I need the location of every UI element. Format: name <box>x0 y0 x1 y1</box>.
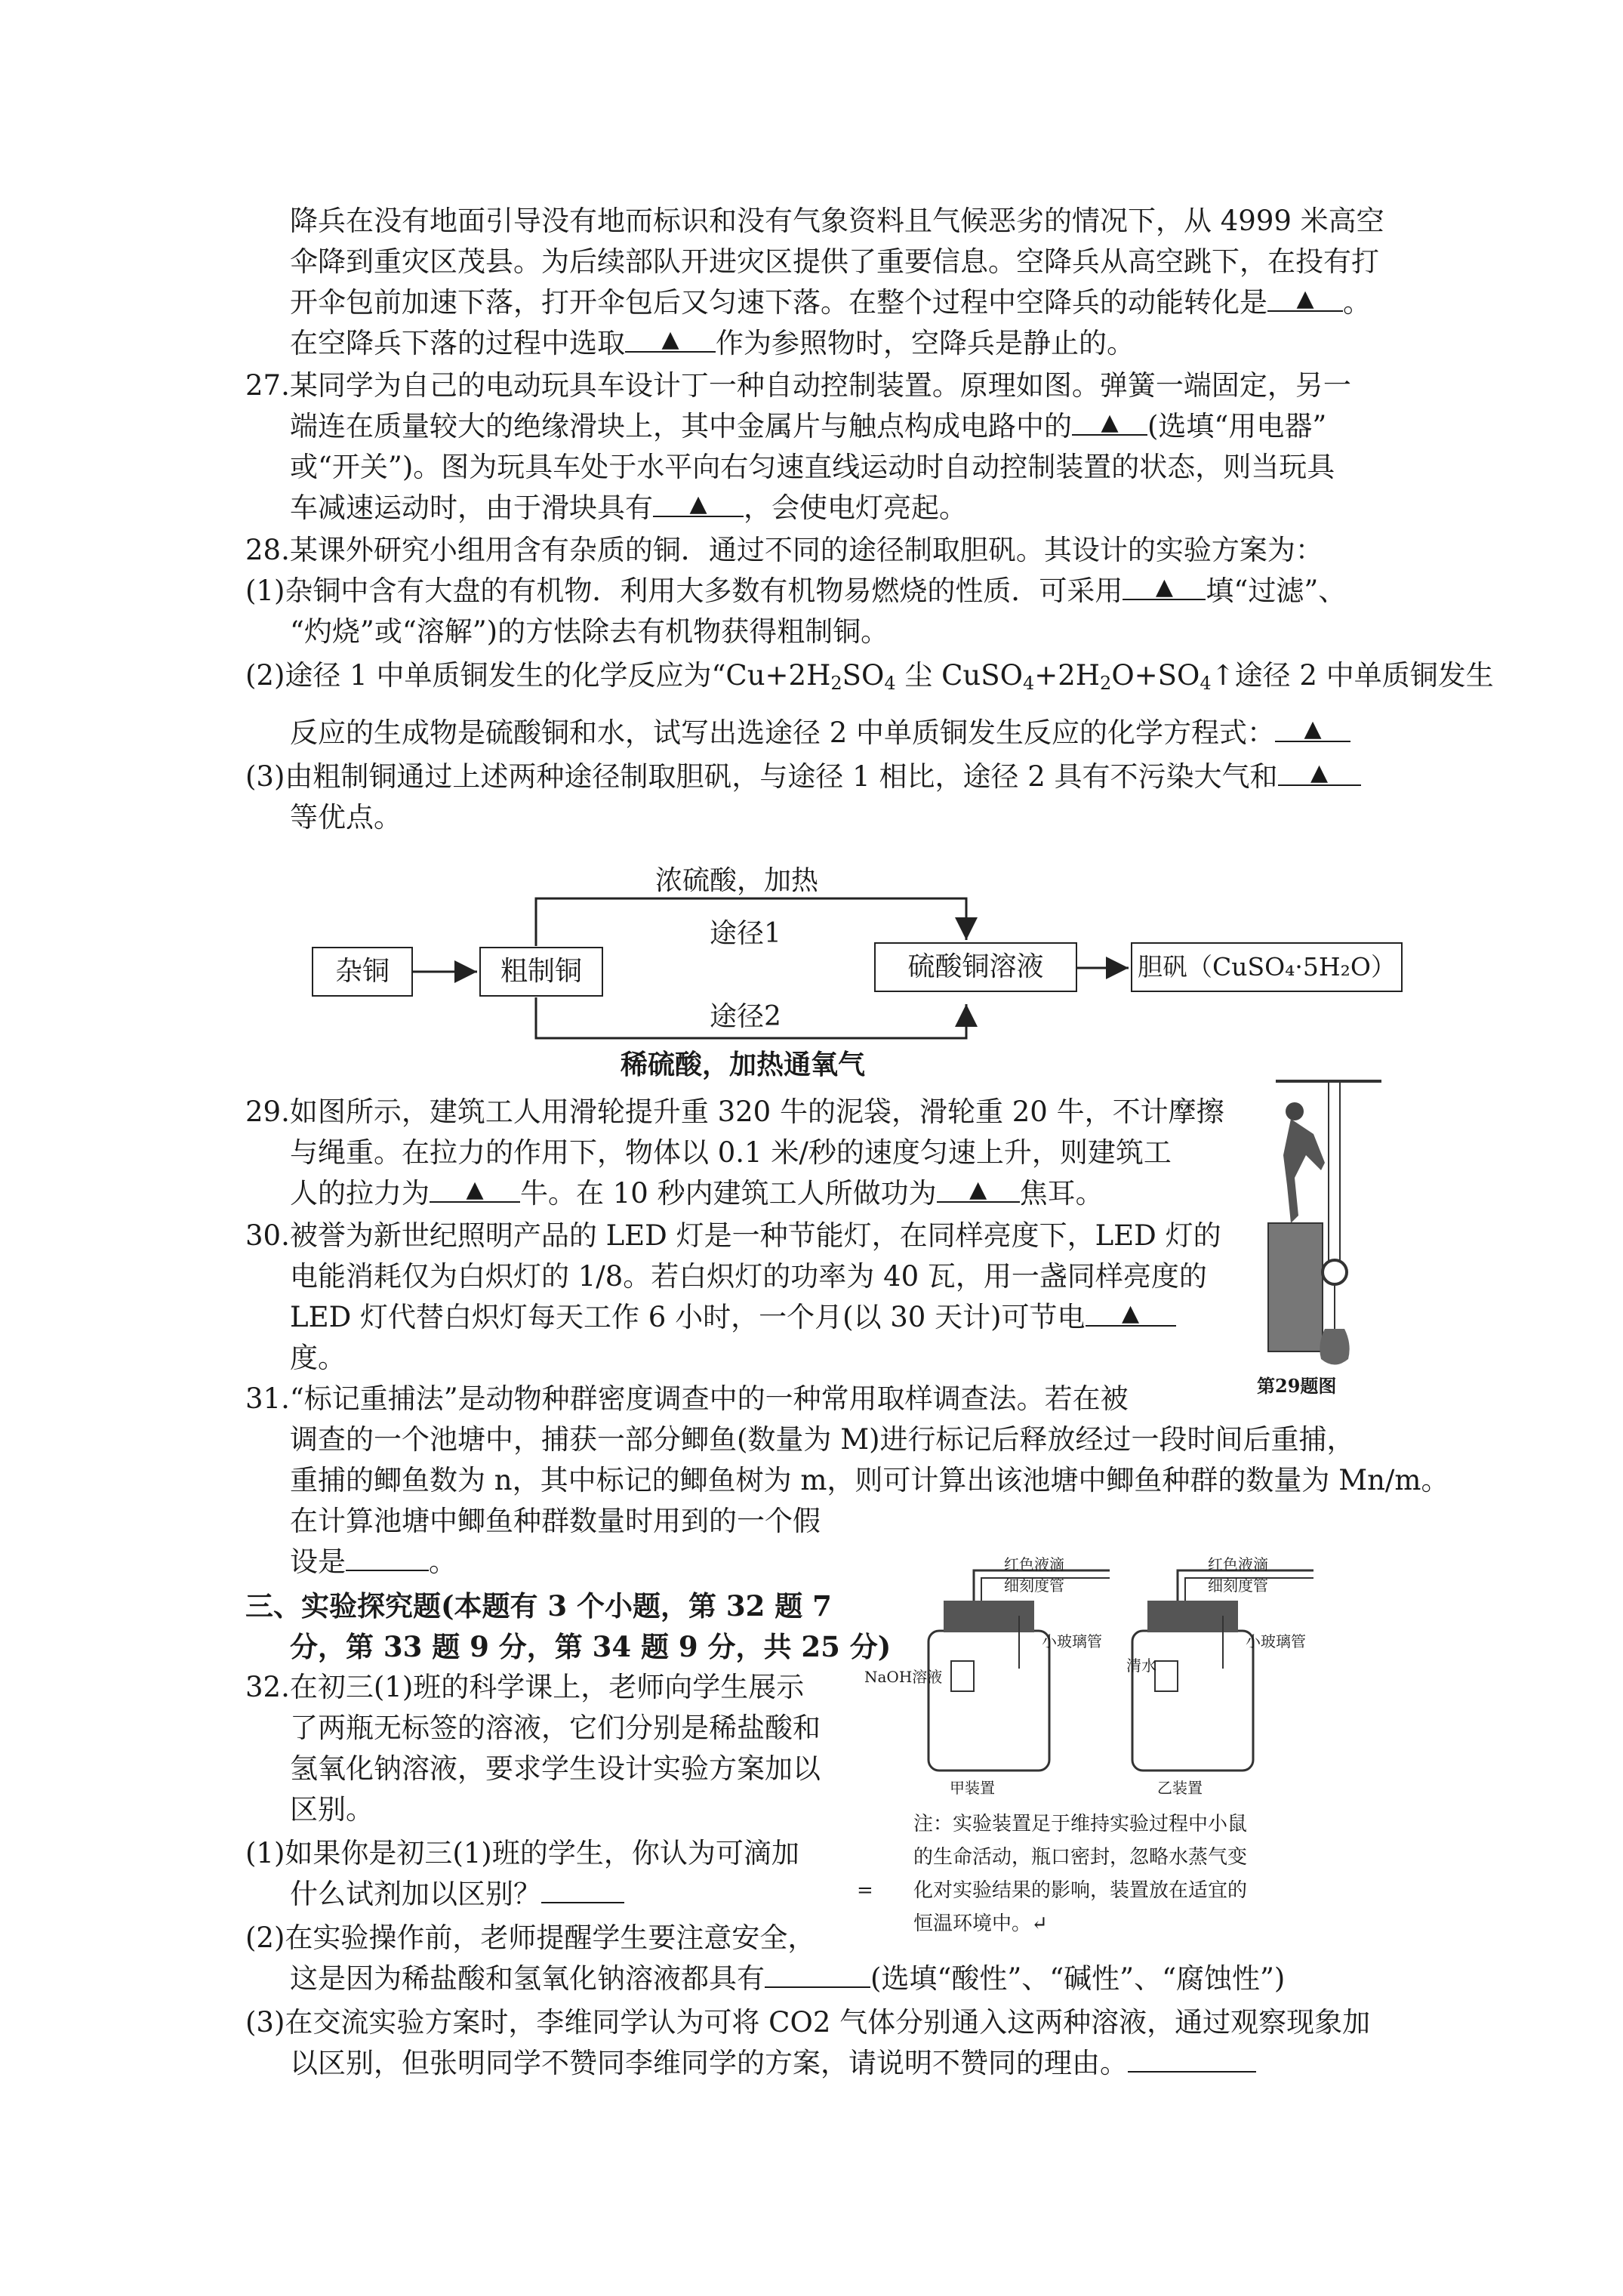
label-red-drop-jia: 红色液滴 <box>1004 1555 1064 1573</box>
flow-bottom-label: 稀硫酸，加热通氧气 <box>621 1049 866 1080</box>
label-apparatus-yi: 乙装置 <box>1157 1779 1203 1797</box>
q32-part-3-line-2: 以区别，但张明同学不赞同李维同学的方案，请说明不赞同的理由。 <box>290 2043 1256 2084</box>
answer-blank[interactable]: ▲ <box>1267 288 1343 312</box>
pulley-worker-figure <box>1253 1072 1389 1404</box>
answer-blank[interactable]: ▲ <box>1123 576 1206 600</box>
q26-line-2: 伞降到重灾区茂县。为后续部队开进灾区提供了重要信息。空降兵从高空跳下，在投有打 <box>290 245 1379 278</box>
answer-blank[interactable]: ▲ <box>1086 1302 1176 1327</box>
answer-blank[interactable] <box>765 1964 870 1988</box>
apparatus-note-line-3: 化对实验结果的影响，装置放在适宜的 <box>913 1879 1248 1902</box>
apparatus-note-line-2: 的生命活动，瓶口密封，忽略水蒸气变 <box>913 1846 1248 1869</box>
q31-line-4: 在计算池塘中鲫鱼种群数量时用到的一个假 <box>290 1505 821 1537</box>
q29-line-1: 29.如图所示，建筑工人用滑轮提升重 320 牛的泥袋，滑轮重 20 牛，不计摩擦 <box>245 1096 1224 1128</box>
q26-line-3: 开伞包前加速下落，打开伞包后又匀速下落。在整个过程中空降兵的动能转化是 ▲ 。 <box>290 285 1371 319</box>
q28-line-1: 28.某课外研究小组用含有杂质的铜．通过不同的途径制取胆矾。其设计的实验方案为： <box>245 534 1323 566</box>
q30-line-3: LED 灯代替白炽灯每天工作 6 小时，一个月(以 30 天计)可节电 ▲ <box>290 1297 1176 1338</box>
q26-line-4: 在空降兵下落的过程中选取 ▲ 作为参照物时，空降兵是静止的。 <box>290 326 1135 359</box>
answer-blank[interactable]: ▲ <box>937 1179 1020 1203</box>
q28-part-1-line-2: “灼烧”或“溶解”)的方怯除去有机物获得粗制铜。 <box>290 615 889 648</box>
flow-path1-label: 途径1 <box>710 918 781 949</box>
q31-line-3: 重捕的鲫鱼数为 n，其中标记的鲫鱼树为 m，则可计算出该池塘中鲫鱼种群的数量为 Mn/m。 <box>290 1464 1449 1496</box>
q27-line-1: 27.某同学为自己的电动玩具车设计丁一种自动控制装置。原理如图。弹簧一端固定，另一 <box>245 369 1351 402</box>
q31-line-1: 31.“标记重捕法”是动物种群密度调查中的一种常用取样调查法。若在被 <box>245 1382 1129 1415</box>
q31-line-2: 调查的一个池塘中，捕获一部分鲫鱼(数量为 M)进行标记后释放经过一段时间后重捕， <box>290 1423 1355 1456</box>
q32-part-1-line-1: (1)如果你是初三(1)班的学生，你认为可滴加 <box>245 1837 799 1869</box>
box-refined-copper: 粗制铜 <box>479 947 603 997</box>
q27-line-4: 车减速运动时，由于滑块具有 ▲ ，会使电灯亮起。 <box>290 491 967 524</box>
q27-line-3: 或“开关”)。图为玩具车处于水平向右匀速直线运动时自动控制装置的状态，则当玩具 <box>290 451 1335 483</box>
side-mark: = <box>857 1879 873 1902</box>
answer-blank[interactable]: ▲ <box>1072 411 1147 436</box>
label-naoh-solution: NaOH溶液 <box>864 1668 943 1686</box>
q30-line-2: 电能消耗仅为白炽灯的 1/8。若白炽灯的功率为 40 瓦，用一盏同样亮度的 <box>290 1260 1207 1293</box>
answer-blank[interactable] <box>541 1879 624 1903</box>
q32-part-3-line-1: (3)在交流实验方案时，李维同学认为可将 CO2 气体分别通入这两种溶液，通过观察现象加 <box>245 2006 1371 2039</box>
label-small-tube-yi: 小玻璃管 <box>1246 1632 1306 1650</box>
q28-part-2-line-1: (2)途径 1 中单质铜发生的化学反应为“$Cu+2H_2SO_4$ 尘 $CuSO_4+2H_2O+SO_4↑$途径 2 中单质铜发生 <box>245 659 1494 694</box>
box-copper-sulfate-solution: 硫酸铜溶液 <box>874 942 1077 992</box>
q32-line-1: 32.在初三(1)班的科学课上，老师向学生展示 <box>245 1671 805 1703</box>
q32-line-2: 了两瓶无标签的溶液，它们分别是稀盐酸和 <box>290 1712 821 1744</box>
section-3-heading-line-1: 三、实验探究题(本题有 3 个小题，第 32 题 7 <box>245 1589 832 1623</box>
label-scale-tube-yi: 细刻度管 <box>1208 1576 1268 1595</box>
q28-part-2-line-2: 反应的生成物是硫酸铜和水，试写出选途径 2 中单质铜发生反应的化学方程式： ▲ <box>290 713 1350 754</box>
answer-blank[interactable]: ▲ <box>1275 718 1350 742</box>
q28-part-3-line-2: 等优点。 <box>290 801 402 834</box>
flow-path2-label: 途径2 <box>710 1001 781 1032</box>
box-crude-copper: 杂铜 <box>312 947 413 997</box>
answer-blank[interactable]: ▲ <box>430 1179 520 1203</box>
q30-line-1: 30.被誉为新世纪照明产品的 LED 灯是一种节能灯，在同样亮度下，LED 灯的 <box>245 1219 1221 1252</box>
q31-line-5: 设是 。 <box>290 1546 457 1578</box>
label-clear-water: 清水 <box>1126 1657 1156 1675</box>
box-blue-vitriol: 胆矾（CuSO₄·5H₂O） <box>1131 942 1403 992</box>
q32-line-4: 区别。 <box>290 1793 374 1826</box>
answer-blank[interactable] <box>1128 2048 1256 2073</box>
q28-part-1-line-1: (1)杂铜中含有大盘的有机物．利用大多数有机物易燃烧的性质．可采用 ▲ 填“过滤”、 <box>245 574 1347 607</box>
q29-line-3: 人的拉力为 ▲ 牛。在 10 秒内建筑工人所做功为 ▲ 焦耳。 <box>290 1176 1104 1210</box>
q27-line-2: 端连在质量较大的绝缘滑块上，其中金属片与触点构成电路中的 ▲ (选填“用电器” <box>290 409 1327 442</box>
apparatus-note-line-4: 恒温环境中。↵ <box>913 1912 1048 1935</box>
label-small-tube-jia: 小玻璃管 <box>1042 1632 1102 1650</box>
q32-part-2-line-2: 这是因为稀盐酸和氢氧化钠溶液都具有 (选填“酸性”、“碱性”、“腐蚀性”) <box>290 1962 1286 1995</box>
section-3-heading-line-2: 分，第 33 题 9 分，第 34 题 9 分，共 25 分) <box>290 1630 892 1663</box>
q32-part-1-line-2: 什么试剂加以区别？ <box>290 1874 624 1915</box>
q32-part-2-line-1: (2)在实验操作前，老师提醒学生要注意安全， <box>245 1922 816 1954</box>
q26-line-1: 降兵在没有地面引导没有地而标识和没有气象资料且气候恶劣的情况下，从 4999 米高空 <box>290 205 1384 237</box>
answer-blank[interactable] <box>346 1547 429 1571</box>
q28-part-3-line-1: (3)由粗制铜通过上述两种途径制取胆矾，与途径 1 相比，途径 2 具有不污染大气和 ▲ <box>245 757 1361 797</box>
label-red-drop-yi: 红色液滴 <box>1208 1555 1268 1573</box>
q29-line-2: 与绳重。在拉力的作用下，物体以 0.1 米/秒的速度匀速上升，则建筑工 <box>290 1136 1172 1169</box>
label-apparatus-jia: 甲装置 <box>950 1779 995 1797</box>
q32-line-3: 氢氧化钠溶液，要求学生设计实验方案加以 <box>290 1752 821 1785</box>
label-scale-tube-jia: 细刻度管 <box>1004 1576 1064 1595</box>
answer-blank[interactable]: ▲ <box>1278 762 1361 786</box>
answer-blank[interactable]: ▲ <box>625 328 716 353</box>
q30-line-4: 度。 <box>290 1342 346 1374</box>
figure-29-caption: 第29题图 <box>1257 1375 1337 1397</box>
apparatus-note-line-1: 注：实验装置足于维持实验过程中小鼠 <box>913 1813 1248 1835</box>
answer-blank[interactable]: ▲ <box>653 493 744 517</box>
flow-top-label: 浓硫酸，加热 <box>655 865 819 896</box>
